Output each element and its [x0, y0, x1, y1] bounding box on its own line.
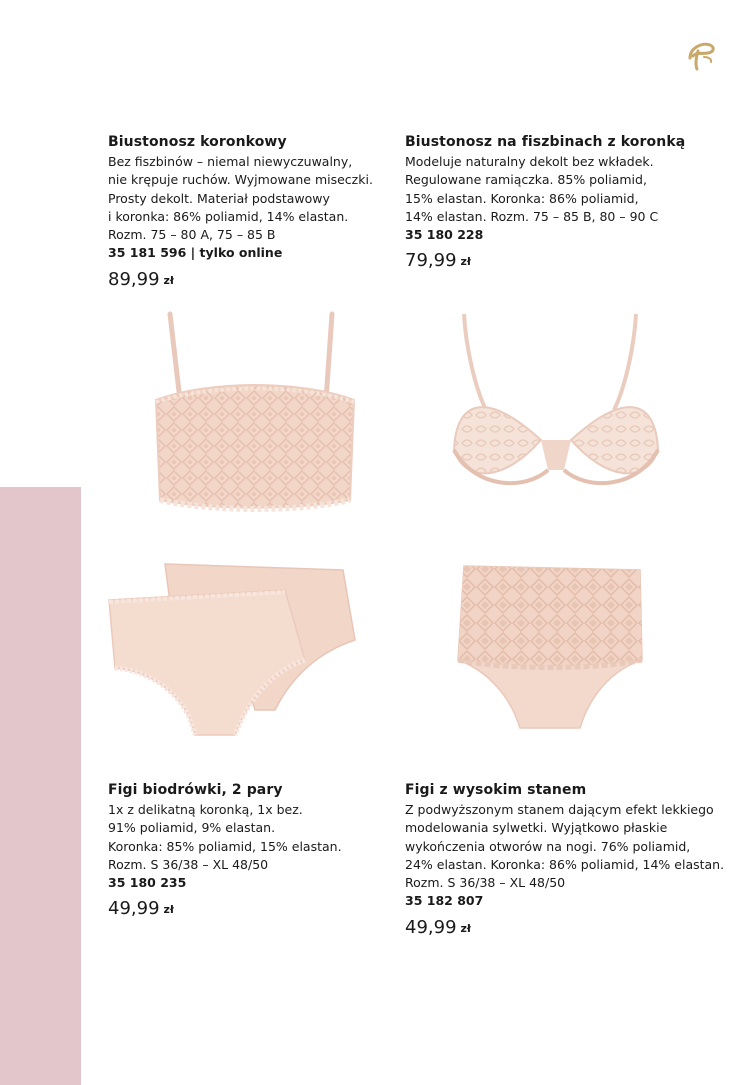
product-description: Modeluje naturalny dekolt bez wkładek. Regulowane ramiączka. 85% poliamid, 15% elastan. Koronka: 86% poliamid, 14% elastan. Rozm. 75 – 85 B, 80 – 90 C — [405, 154, 659, 224]
product-card-bandeau-bra — [108, 133, 428, 292]
product-description: Z podwyższonym stanem dającym efekt lekkiego modelowania sylwetki. Wyjątkowo płaskie wykończenia otworów na nogi. 76% poliamid, 24% elastan. Koronka: 86% poliamid, 14% elastan. Rozm. S 36/38 – XL 48/50 — [405, 802, 725, 891]
product-description: 1x z delikatną koronką, 1x bez. 91% poliamid, 9% elastan. Koronka: 85% poliamid, 15% elastan. Rozm. S 36/38 – XL 48/50 — [108, 802, 342, 872]
high-waist-lace-briefs-image — [440, 560, 660, 735]
side-accent-band — [0, 487, 81, 1085]
hipster-briefs-two-pack-image — [105, 560, 360, 740]
product-description: Bez fiszbinów – niemal niewyczuwalny, nie krępuje ruchów. Wyjmowane miseczki. Prosty dekolt. Materiał podstawowy i koronka: 86% poliamid, 14% elastan. Rozm. 75 – 80 A, 75 – 85 B — [108, 154, 373, 243]
product-code: 35 181 596 | tylko online — [108, 245, 283, 261]
product-price — [108, 898, 428, 921]
product-title: Biustonosz na fiszbinach z koronką — [405, 134, 686, 150]
price-currency: zł — [163, 273, 175, 287]
product-card-underwire-bra — [405, 133, 725, 273]
product-code: 35 180 235 — [108, 875, 187, 891]
price-value: 89,99 — [108, 268, 160, 290]
product-price — [108, 269, 428, 292]
price-currency: zł — [163, 903, 175, 917]
price-value: 79,99 — [405, 250, 457, 272]
product-code: 35 180 228 — [405, 227, 484, 243]
product-price — [405, 250, 725, 273]
price-value: 49,99 — [108, 898, 160, 920]
price-currency: zł — [460, 255, 472, 269]
product-card-high-waist-briefs — [405, 781, 735, 940]
lace-bandeau-bra-image — [150, 310, 360, 515]
product-title: Figi biodrówki, 2 pary — [108, 782, 283, 798]
underwire-lace-bra-image — [446, 310, 666, 500]
price-value: 49,99 — [405, 916, 457, 938]
product-card-hipster-briefs — [108, 781, 428, 921]
product-title: Biustonosz koronkowy — [108, 134, 287, 150]
product-title: Figi z wysokim stanem — [405, 782, 587, 798]
product-code: 35 182 807 — [405, 893, 484, 909]
product-price — [405, 917, 735, 940]
tchibo-logo-icon — [684, 38, 718, 72]
price-currency: zł — [460, 921, 472, 935]
